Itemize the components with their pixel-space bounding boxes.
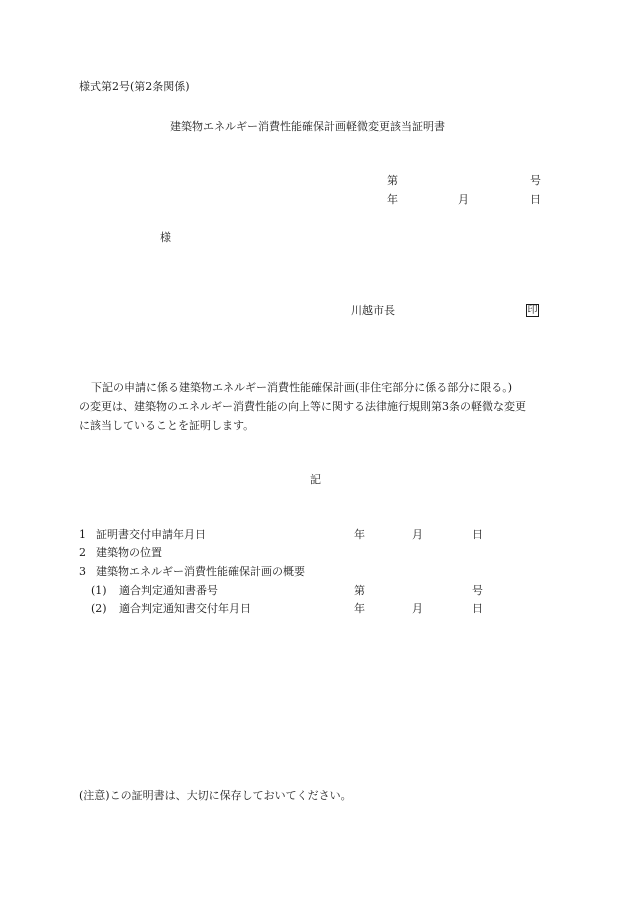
- doc-date-day: 日: [530, 193, 541, 206]
- item2-number: 2: [79, 546, 86, 559]
- item1-year: 年: [354, 528, 365, 541]
- doc-date-year: 年: [387, 193, 398, 206]
- body-paragraph: [79, 378, 559, 435]
- document-title: 建築物エネルギー消費性能確保計画軽微変更該当証明書: [170, 120, 445, 133]
- item2-label: 建築物の位置: [96, 546, 162, 559]
- sub1-prefix: 第: [354, 584, 365, 597]
- form-label: 様式第2号(第2条関係): [79, 80, 190, 93]
- sub1-suffix: 号: [472, 584, 483, 597]
- body-line-1: 下記の申請に係る建築物エネルギー消費性能確保計画(非住宅部分に係る部分に限る。): [91, 381, 513, 394]
- ki-heading: 記: [310, 473, 321, 486]
- item1-label: 証明書交付申請年月日: [96, 528, 206, 541]
- sub2-month: 月: [412, 602, 423, 615]
- sub2-number: (2): [91, 602, 107, 615]
- body-line-3: に該当していることを証明します。: [79, 419, 255, 432]
- item3-label: 建築物エネルギー消費性能確保計画の概要: [96, 565, 305, 578]
- sub2-day: 日: [472, 602, 483, 615]
- sub1-label: 適合判定通知書番号: [119, 584, 218, 597]
- issuer-name: 川越市長: [351, 304, 395, 317]
- note-text: (注意)この証明書は、大切に保存しておいてください。: [79, 789, 352, 802]
- seal-mark: 印: [527, 305, 538, 316]
- item1-number: 1: [79, 528, 86, 541]
- doc-date-month: 月: [458, 193, 469, 206]
- doc-number-suffix: 号: [530, 174, 541, 187]
- sub2-label: 適合判定通知書交付年月日: [119, 602, 251, 615]
- item1-day: 日: [472, 528, 483, 541]
- item3-number: 3: [79, 565, 86, 578]
- doc-number-prefix: 第: [387, 174, 398, 187]
- addressee-suffix: 様: [160, 231, 171, 244]
- sub2-year: 年: [354, 602, 365, 615]
- body-line-2: の変更は、建築物のエネルギー消費性能の向上等に関する法律施行規則第3条の軽微な変更: [79, 400, 526, 413]
- item1-month: 月: [412, 528, 423, 541]
- sub1-number: (1): [91, 584, 107, 597]
